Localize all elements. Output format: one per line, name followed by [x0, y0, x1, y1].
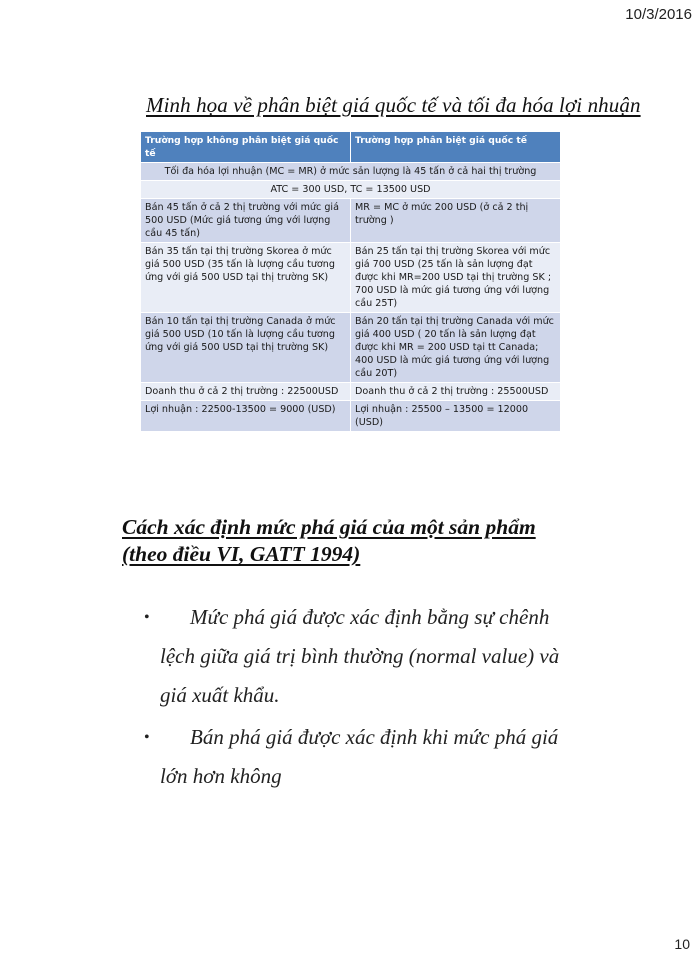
table-row [141, 181, 561, 199]
table-cell: MR = MC ở mức 200 USD (ở cả 2 thị trường ) [351, 199, 561, 243]
slide-date: 10/3/2016 [625, 6, 692, 23]
table-cell: Doanh thu ở cả 2 thị trường : 22500USD [141, 383, 351, 401]
table-cell: Bán 35 tấn tại thị trường Skorea ở mức giá 500 USD (35 tấn là lượng cầu tương ứng với giá 500 USD tại thị trường SK) [141, 243, 351, 313]
table-row [141, 401, 561, 432]
bullet-icon: • [144, 609, 150, 626]
table-row [141, 383, 561, 401]
table-cell: Bán 25 tấn tại thị trường Skorea với mức giá 700 USD (25 tấn là sản lượng đạt được khi MR=200 USD tại thị trường SK ; 700 USD là mức giá tương ứng với lượng cầu 25T) [351, 243, 561, 313]
table-header-discrimination: Trường hợp phân biệt giá quốc tế [351, 132, 561, 163]
table-row [141, 243, 561, 313]
table-cell: Bán 10 tấn tại thị trường Canada ở mức giá 500 USD (10 tấn là lượng cầu tương ứng với giá 500 USD tại thị trường SK) [141, 313, 351, 383]
bullet-item [140, 718, 580, 796]
table-row [141, 199, 561, 243]
table-cell: Bán 45 tấn ở cả 2 thị trường với mức giá 500 USD (Mức giá tương ứng với lượng cầu 45 tấn) [141, 199, 351, 243]
table-header-no-discrimination: Trường hợp không phân biệt giá quốc tế [141, 132, 351, 163]
table-merged-cell: Tối đa hóa lợi nhuận (MC = MR) ở mức sản lượng là 45 tấn ở cả hai thị trường [141, 163, 561, 181]
bullet-icon: • [144, 729, 150, 746]
page-number: 10 [674, 936, 690, 952]
table-row [141, 313, 561, 383]
slide-1-title: Minh họa về phân biệt giá quốc tế và tối đa hóa lợi nhuận [146, 93, 641, 117]
table-cell: Doanh thu ở cả 2 thị trường : 25500USD [351, 383, 561, 401]
slide-2-title-line-2: (theo điều VI, GATT 1994) [122, 542, 361, 566]
price-discrimination-table [140, 131, 561, 432]
table-cell: Lợi nhuận : 22500-13500 = 9000 (USD) [141, 401, 351, 432]
slide-2-title [122, 514, 536, 568]
bullet-text: Mức phá giá được xác định bằng sự chênh lệch giữa giá trị bình thường (normal value) và giá xuất khẩu. [160, 605, 560, 707]
bullet-list [140, 598, 580, 799]
bullet-text: Bán phá giá được xác định khi mức phá giá lớn hơn không [160, 725, 559, 788]
slide-2-title-line-1: Cách xác định mức phá giá của một sản phẩm [122, 515, 536, 539]
table-row [141, 163, 561, 181]
table-cell: Bán 20 tấn tại thị trường Canada với mức giá 400 USD ( 20 tấn là sản lượng đạt được khi MR = 200 USD tại tt Canada; 400 USD là mức giá tương ứng với lượng cầu 20T) [351, 313, 561, 383]
table-header-row [141, 132, 561, 163]
table-cell: Lợi nhuận : 25500 – 13500 = 12000 (USD) [351, 401, 561, 432]
table-merged-cell: ATC = 300 USD, TC = 13500 USD [141, 181, 561, 199]
bullet-item [140, 598, 580, 715]
